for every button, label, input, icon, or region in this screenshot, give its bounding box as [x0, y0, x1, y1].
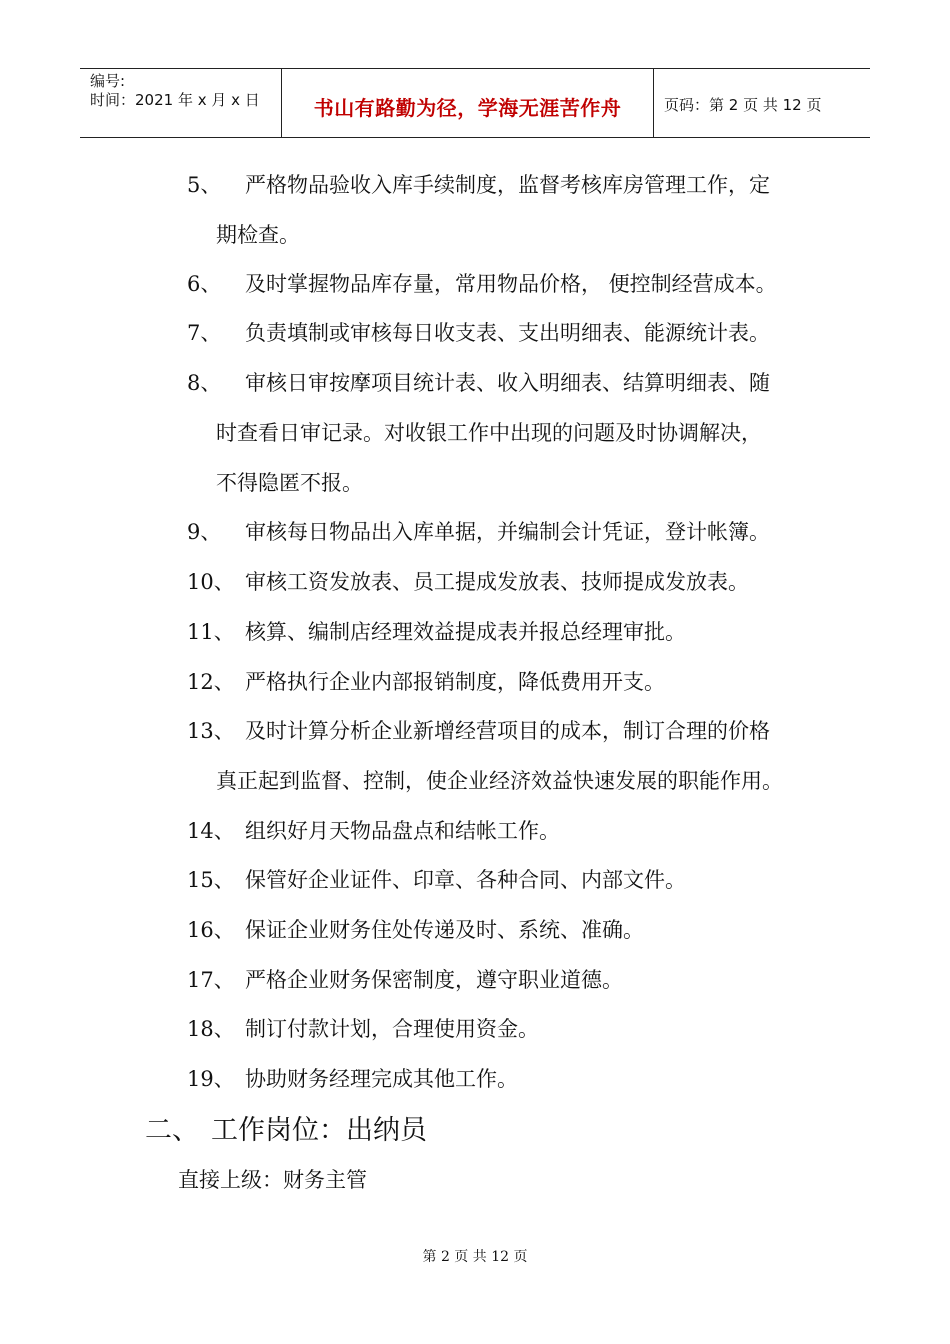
list-item [187, 806, 560, 856]
list-item-text: 审核每日物品出入库单据，并编制会计凭证，登计帐簿。 [245, 520, 770, 544]
list-item [187, 308, 770, 358]
list-item [187, 706, 770, 756]
header-page-info: 页码：第 2 页 共 12 页 [664, 96, 822, 114]
list-item [187, 358, 770, 408]
list-item [187, 160, 770, 210]
list-item-text: 严格物品验收入库手续制度，监督考核库房管理工作，定 [245, 173, 770, 197]
header-motto: 书山有路勤为径，学海无涯苦作舟 [313, 96, 622, 120]
list-item-text: 保管好企业证件、印章、各种合同、内部文件。 [245, 868, 686, 892]
list-item-number: 8、 [187, 371, 222, 395]
list-item-text: 及时计算分析企业新增经营项目的成本，制订合理的价格 [245, 719, 770, 743]
list-item-number: 7、 [187, 321, 222, 345]
list-item-number: 18、 [187, 1017, 235, 1041]
list-item-text: 严格执行企业内部报销制度，降低费用开支。 [245, 670, 665, 694]
list-item [187, 259, 777, 309]
list-item-continuation: 真正起到监督、控制，使企业经济效益快速发展的职能作用。 [216, 769, 783, 793]
section-heading [145, 1108, 427, 1147]
header-left-cell [80, 69, 282, 137]
list-item [187, 557, 749, 607]
list-item-text: 组织好月天物品盘点和结帐工作。 [245, 819, 560, 843]
list-item-text: 核算、编制店经理效益提成表并报总经理审批。 [245, 620, 686, 644]
document-time-label: 时间：2021 年 x 月 x 日 [90, 91, 260, 109]
list-item [187, 607, 686, 657]
list-item-text: 审核工资发放表、员工提成发放表、技师提成发放表。 [245, 570, 749, 594]
list-item-number: 9、 [187, 520, 222, 544]
list-item-number: 11、 [187, 620, 235, 644]
list-item-number: 5、 [187, 173, 222, 197]
page-header [80, 68, 870, 138]
section-title: 工作岗位：出纳员 [211, 1115, 427, 1146]
list-item-text: 负责填制或审核每日收支表、支出明细表、能源统计表。 [245, 321, 770, 345]
list-item-number: 13、 [187, 719, 235, 743]
list-item-number: 10、 [187, 570, 235, 594]
header-right-cell [654, 69, 870, 137]
direct-superior: 直接上级：财务主管 [178, 1168, 367, 1192]
list-item-number: 16、 [187, 918, 235, 942]
header-middle-cell [282, 69, 654, 137]
list-item [187, 507, 770, 557]
list-item-number: 6、 [187, 272, 222, 296]
list-item-text: 及时掌握物品库存量，常用物品价格， 便控制经营成本。 [245, 272, 777, 296]
list-item [187, 1054, 518, 1104]
list-item-continuation: 不得隐匿不报。 [216, 471, 363, 495]
list-item-number: 14、 [187, 819, 235, 843]
list-item-text: 保证企业财务住处传递及时、系统、准确。 [245, 918, 644, 942]
list-item-text: 制订付款计划，合理使用资金。 [245, 1017, 539, 1041]
list-item [187, 905, 644, 955]
page-footer: 第 2 页 共 12 页 [422, 1249, 528, 1265]
list-item [187, 855, 686, 905]
list-item-continuation: 时查看日审记录。对收银工作中出现的问题及时协调解决， [216, 421, 762, 445]
list-item [187, 1004, 539, 1054]
list-item [187, 657, 665, 707]
list-item-number: 19、 [187, 1067, 235, 1091]
list-item-number: 12、 [187, 670, 235, 694]
list-item-text: 审核日审按摩项目统计表、收入明细表、结算明细表、随 [245, 371, 770, 395]
list-item-text: 严格企业财务保密制度，遵守职业道德。 [245, 968, 623, 992]
list-item-number: 15、 [187, 868, 235, 892]
list-item-continuation: 期检查。 [216, 223, 300, 247]
list-item-text: 协助财务经理完成其他工作。 [245, 1067, 518, 1091]
document-number-label: 编号: [90, 72, 126, 90]
list-item-number: 17、 [187, 968, 235, 992]
list-item [187, 955, 623, 1005]
section-number: 二、 [145, 1115, 199, 1146]
